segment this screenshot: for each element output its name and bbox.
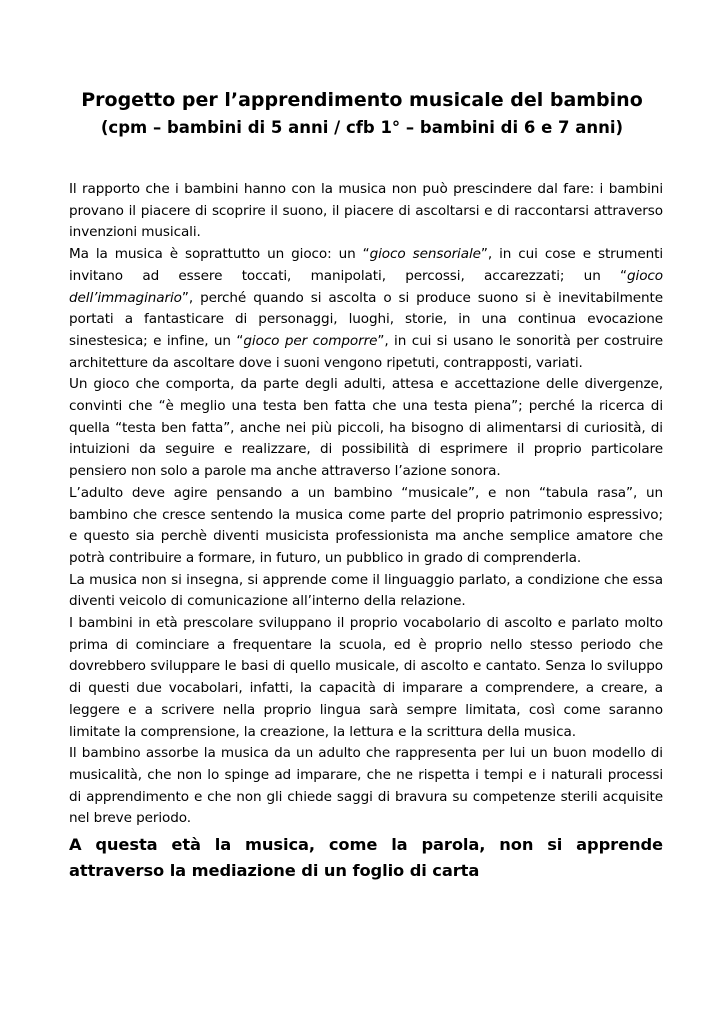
text: ”, perché quando si ascolta o si produce suono si è inevitabilmente portati a fantasticare di personaggi, luoghi, storie, in una continua evocazione sinestesica; e infine, un “ bbox=[69, 289, 663, 349]
paragraph-6: I bambini in età prescolare sviluppano il proprio vocabolario di ascolto e parlato molto prima di cominciare a frequentare la scuola, ed è proprio nello stesso periodo che dovrebbero sviluppare le basi di quello musicale, di ascolto e cantato. Senza lo sviluppo di questi due vocabolari, infatti, la capacità di imparare a comprendere, a creare, a leggere e a scrivere nella proprio lingua sarà sempre limitata, così come saranno limitate la comprensione, la creazione, la lettura e la scrittura della musica. bbox=[69, 615, 663, 740]
paragraph-3: Un gioco che comporta, da parte degli adulti, attesa e accettazione delle divergenze, convinti che “è meglio una testa ben fatta che una testa piena”; perché la ricerca di quella “testa ben fatta”, anche nei più piccoli, ha bisogno di alimentarsi di curiosità, di intuizioni da seguire e realizzare, di possibilità di esprimere il proprio particolare pensiero non solo a parole ma anche attraverso l’azione sonora. bbox=[69, 376, 663, 480]
italic-text: gioco dell’immaginario bbox=[69, 267, 663, 306]
paragraph-5: La musica non si insegna, si apprende come il linguaggio parlato, a condizione che essa diventi veicolo di comunicazione all’interno della relazione. bbox=[69, 571, 663, 610]
text: ”, in cui si usano le sonorità per costruire architetture da ascoltare dove i suoni vengono ripetuti, contrapposti, variati. bbox=[69, 332, 663, 371]
text: Ma la musica è soprattutto un gioco: un “ bbox=[69, 246, 370, 263]
text: ”, in cui cose e strumenti invitano ad essere toccati, manipolati, percossi, accarezzati; un “ bbox=[69, 246, 664, 284]
document-subtitle: (cpm – bambini di 5 anni / cfb 1° – bambini di 6 e 7 anni) bbox=[100, 118, 624, 137]
paragraph-2 bbox=[69, 244, 663, 374]
document-title: Progetto per l’apprendimento musicale del bambino bbox=[81, 89, 643, 111]
italic-text: gioco sensoriale bbox=[369, 246, 481, 263]
paragraph-7: Il bambino assorbe la musica da un adulto che rappresenta per lui un buon modello di musicalità, che non lo spinge ad imparare, che ne rispetta i tempi e i naturali processi di apprendimento e che non gli chiede saggi di bravura su competenze sterili acquisite nel breve periodo. bbox=[69, 745, 663, 827]
italic-text: gioco per comporre bbox=[243, 332, 378, 349]
paragraph-1: Il rapporto che i bambini hanno con la musica non può prescindere dal fare: i bambini provano il piacere di scoprire il suono, il piacere di ascoltarsi e di raccontarsi attraverso invenzioni musicali. bbox=[69, 181, 663, 241]
closing-statement: A questa età la musica, come la parola, non si apprende attraverso la mediazione di un foglio di carta bbox=[69, 835, 663, 881]
document-body bbox=[69, 179, 663, 884]
paragraph-4: L’adulto deve agire pensando a un bambino “musicale”, e non “tabula rasa”, un bambino che cresce sentendo la musica come parte del proprio patrimonio espressivo; e questo sia perchè diventi musicista professionista ma anche semplice amatore che potrà contribuire a formare, in futuro, un pubblico in grado di comprenderla. bbox=[69, 484, 663, 566]
